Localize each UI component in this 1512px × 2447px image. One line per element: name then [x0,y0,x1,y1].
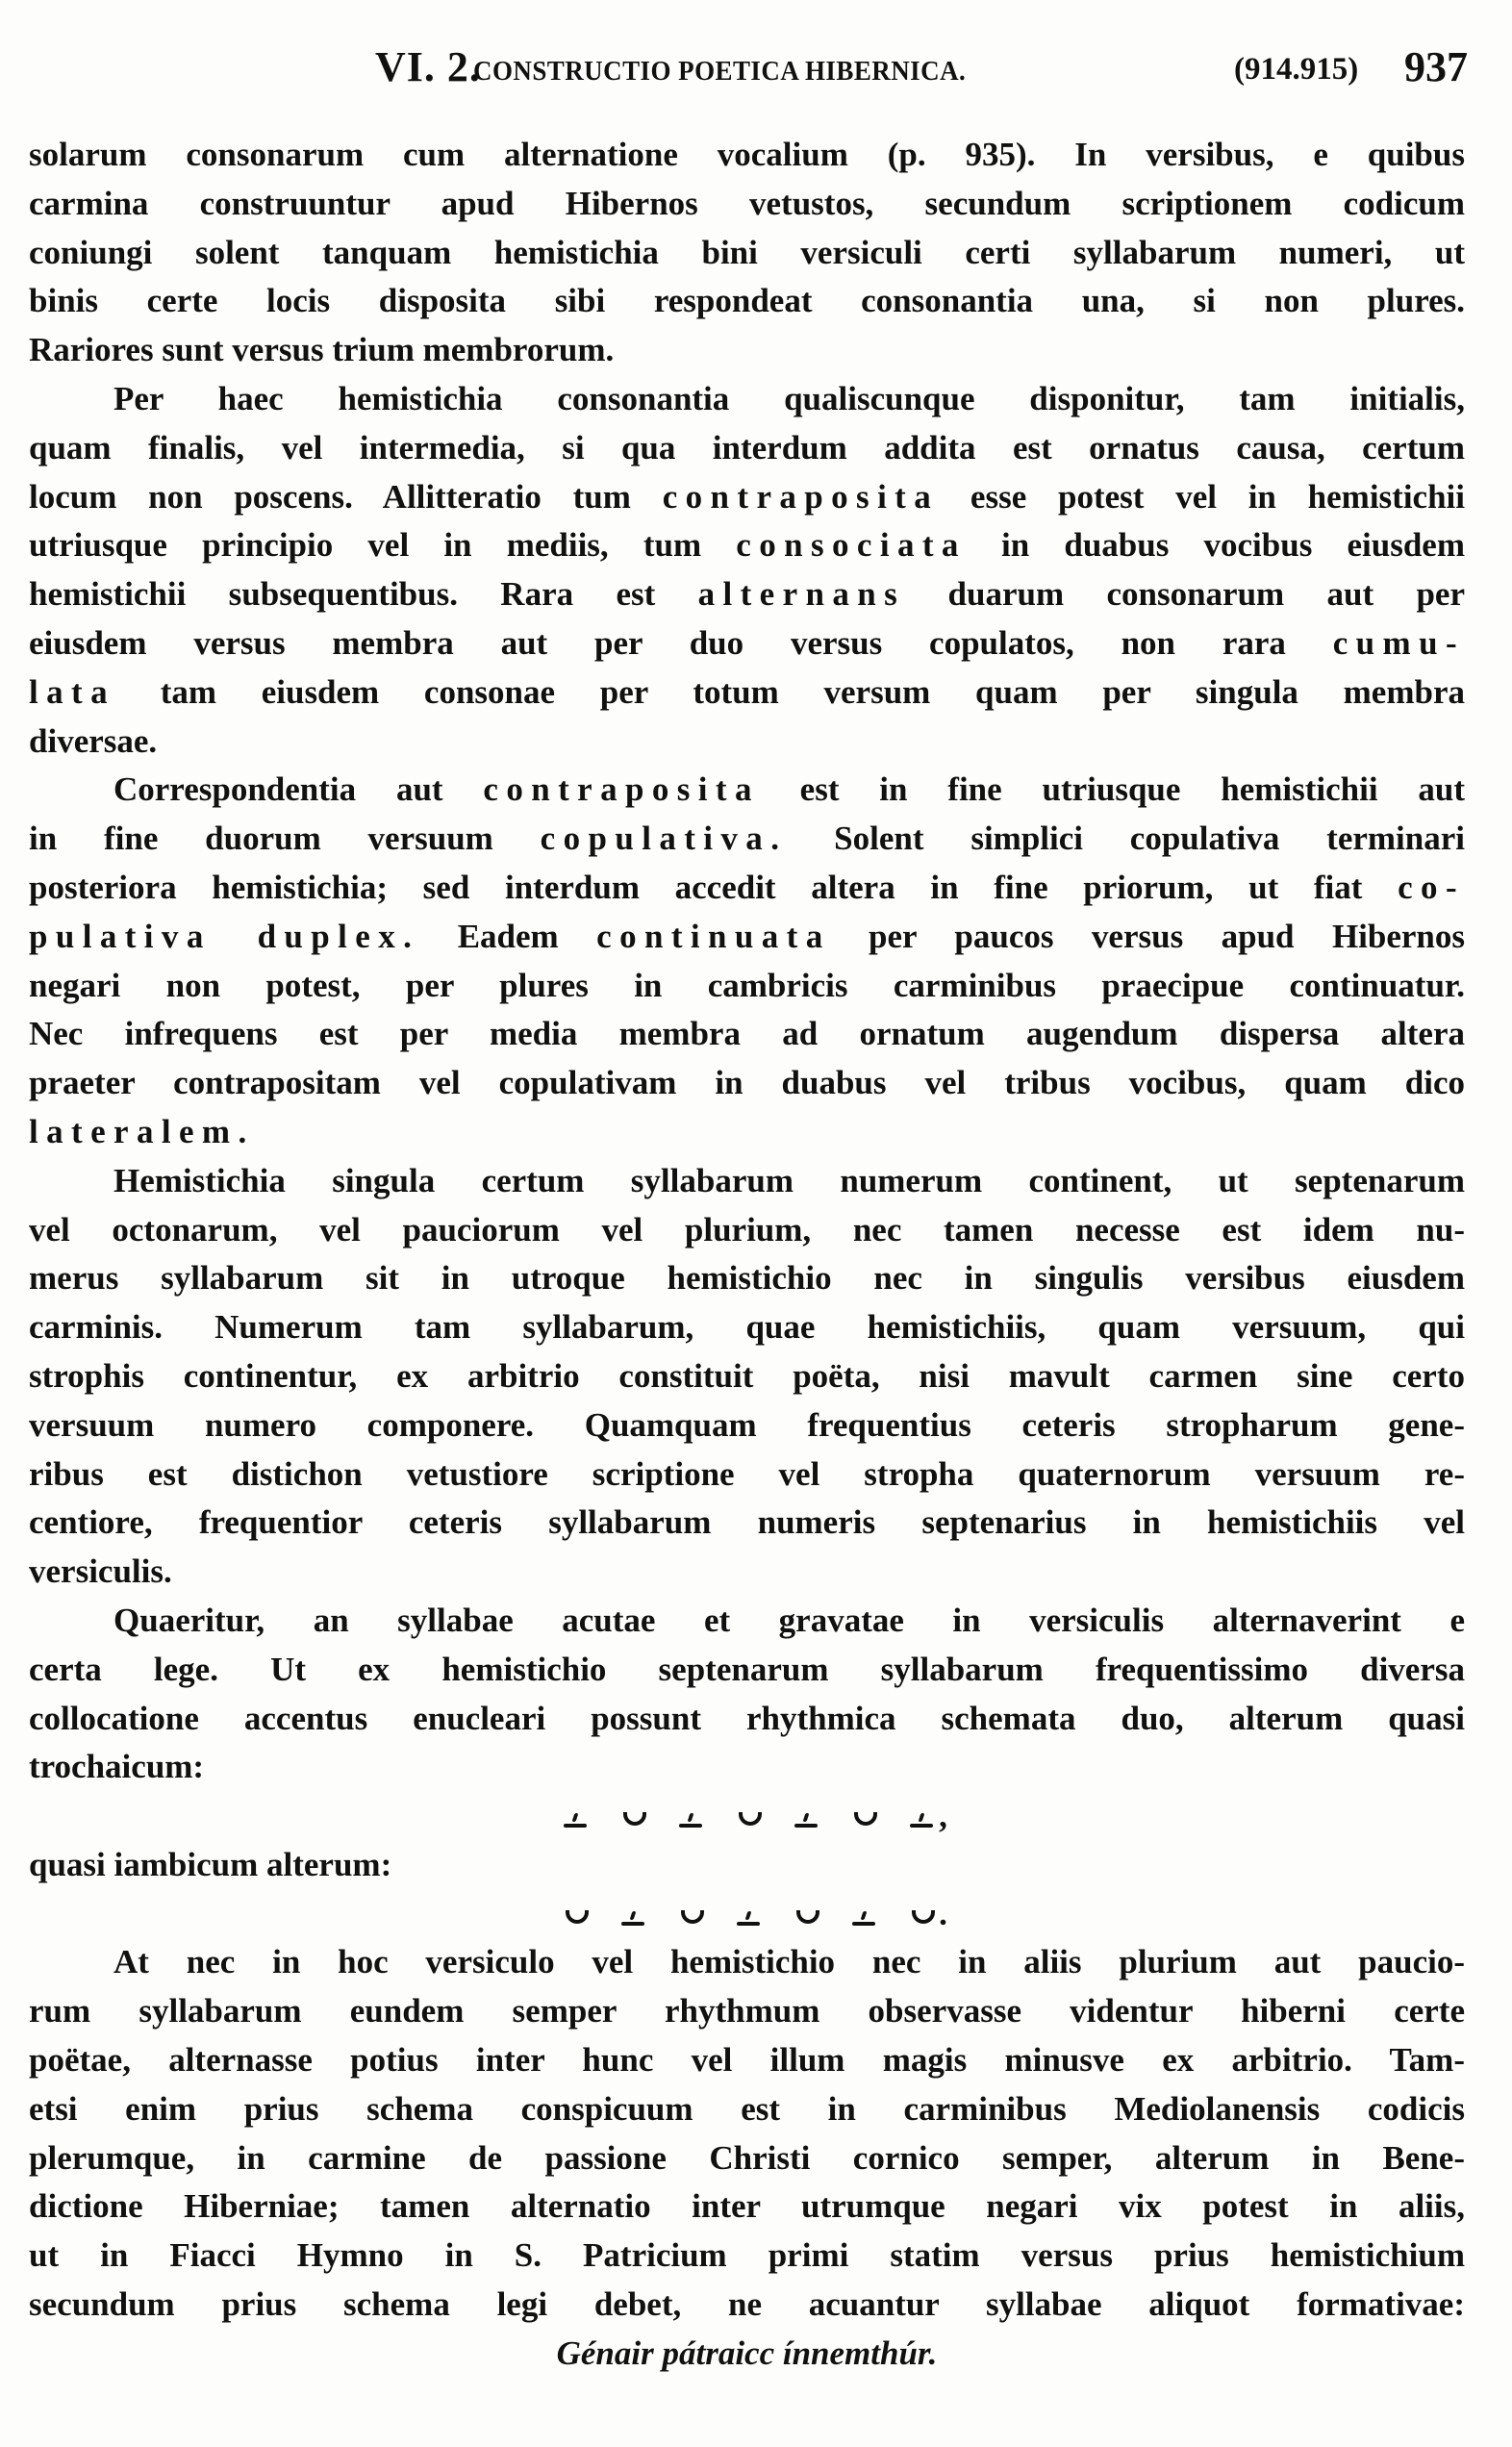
text-run: tam eiusdem consonae per totum versum quam per singula membra [114,672,1465,711]
text-line [29,277,1465,326]
spaced-term: contraposita [662,477,940,516]
text-line [29,1352,1465,1401]
verse-quotation [29,2330,1465,2379]
spaced-term: cumu- [1332,623,1465,662]
text-line [29,131,1465,180]
breve-mark-icon [679,1903,702,1931]
meter-punctuation: , [939,1797,947,1835]
text-line [29,718,1465,767]
spaced-term: lateralem. [29,1112,255,1150]
text-run: Eadem [419,917,597,955]
text-run: posteriora hemistichia; sed interdum accedit altera in fine priorum, ut fiat [29,868,1399,906]
text-line [29,2182,1465,2232]
spaced-term: copulativa. [540,820,788,858]
text-line [29,424,1465,473]
breve-mark-icon [910,1903,933,1931]
section-number: VI. 2. [375,43,481,90]
text-run: poëtae, alternasse potius inter hunc vel illum magis minusve ex arbitrio. Tam- [29,2041,1465,2080]
long-acute-mark-icon [910,1804,933,1833]
text-line [29,913,1465,962]
long-acute-mark-icon [564,1804,587,1833]
text-line [29,815,1465,864]
text-line [29,1597,1465,1646]
paragraph-reference: (914.915) [1234,52,1359,87]
text-line [29,1987,1465,2036]
spaced-term: continuata [596,917,831,955]
text-line [29,2232,1465,2281]
text-line [29,1010,1465,1059]
spaced-term: co- [1398,868,1465,906]
spaced-term: consociata [736,526,967,565]
text-run: versuum numero componere. Quamquam frequentius ceteris stropharum gene- [29,1405,1465,1444]
text-run: esse potest vel in hemistichii [939,477,1465,516]
text-run: ut in Fiacci Hymno in S. Patricium primi statim versus prius hemistichium [29,2236,1465,2275]
text-run: per paucos versus apud Hibernos [830,917,1466,955]
text-run: coniungi solent tanquam hemistichia bini versiculi certi syllabarum numeri, ut [29,233,1465,271]
text-run: dictione Hiberniae; tamen alternatio inter utrumque negari vix potest in aliis, [29,2187,1465,2226]
text-line [29,1401,1465,1451]
text-run: Rariores sunt versus trium membrorum. [29,331,615,369]
text-run: trochaicum: [29,1748,205,1786]
text-run: est in fine utriusque hemistichii aut [759,770,1465,809]
text-run: versiculis. [29,1552,172,1591]
text-run: solarum consonarum cum alternatione vocalium (p. 935). In versibus, e quibus [29,136,1465,173]
text-run: ribus est distichon vetustiore scriptione vel stropha quaternorum versuum re- [29,1454,1465,1493]
breve-mark-icon [737,1804,760,1833]
text-run: in fine duorum versuum [29,820,541,858]
text-run: in duabus vocibus eiusdem [966,526,1465,565]
text-run: merus syllabarum sit in utroque hemistichio nec in singulis versibus eiusdem [29,1259,1465,1298]
spaced-term: contraposita [483,770,760,809]
text-line [29,180,1465,229]
text-line [29,1206,1465,1255]
page-number: 937 [1404,43,1468,90]
text-line [29,1548,1465,1597]
text-line [29,521,1465,570]
text-line [29,2036,1465,2085]
long-acute-mark-icon [621,1903,644,1931]
long-acute-mark-icon [852,1903,875,1931]
text-line [29,1108,1465,1157]
text-run: secundum prius schema legi debet, ne acuantur syllabae aliquot formativae: [29,2285,1465,2324]
text-run: Quaeritur, an syllabae acutae et gravatae in versiculis alternaverint e [113,1601,1465,1639]
text-run: locum non poscens. Allitteratio tum [29,477,663,516]
text-run: praeter contrapositam vel copulativam in duabus vel tribus vocibus, quam dico [29,1064,1465,1102]
text-line [29,1157,1465,1206]
text-line [29,1059,1465,1108]
text-line [29,2134,1465,2183]
text-line [29,962,1465,1011]
text-run: rum syllabarum eundem semper rhythmum observasse videntur hiberni certe [29,1992,1465,2031]
spaced-term: lata [29,672,115,711]
text-run: collocatione accentus enucleari possunt rhythmica schemata duo, alterum quasi [29,1699,1465,1737]
text-line [29,1938,1465,1987]
text-line [29,669,1465,718]
long-acute-mark-icon [679,1804,702,1833]
breve-mark-icon [621,1804,644,1833]
text-run: etsi enim prius schema conspicuum est in carminibus Mediolanensis codicis [29,2089,1465,2128]
text-run: strophis continentur, ex arbitrio constituit poëta, nisi mavult carmen sine certo [29,1356,1465,1395]
text-run: Correspondentia aut [113,770,484,809]
text-line [29,766,1465,815]
text-line [29,1646,1465,1695]
text-run: At nec in hoc versiculo vel hemistichio nec in aliis plurium aut paucio- [113,1943,1465,1981]
text-run: Génair pátraicc ínnemthúr. [556,2333,938,2372]
text-line [29,1451,1465,1500]
text-run: plerumque, in carmine de passione Christi cornico semper, alterum in Bene- [29,2138,1465,2177]
text-line [29,2281,1465,2330]
meter-punctuation: . [939,1894,947,1932]
text-line [29,1695,1465,1744]
text-line [29,619,1465,669]
breve-mark-icon [564,1903,587,1931]
spaced-term: pulativa duplex. [29,917,420,955]
text-run: utriusque principio vel in mediis, tum [29,526,737,565]
text-run: Nec infrequens est per media membra ad ornatum augendum dispersa altera [29,1015,1465,1053]
text-run: carminis. Numerum tam syllabarum, quae hemistichiis, quam versuum, qui [29,1308,1465,1347]
text-run: eiusdem versus membra aut per duo versus copulatos, non rara [29,623,1333,662]
text-run: vel octonarum, vel pauciorum vel plurium, nec tamen necesse est idem nu- [29,1210,1465,1249]
text-line [29,2085,1465,2134]
body-text [29,131,1465,2379]
text-line [29,1303,1465,1352]
text-line [29,375,1465,424]
long-acute-mark-icon [794,1804,818,1833]
text-run: carmina construuntur apud Hibernos vetustos, secundum scriptionem codicum [29,184,1465,222]
text-line [29,1499,1465,1548]
text-line [29,326,1465,375]
text-line [29,1743,1465,1792]
metrical-scheme [29,1890,1465,1939]
text-run: binis certe locis disposita sibi respondeat consonantia una, si non plures. [29,282,1465,320]
breve-mark-icon [852,1804,875,1833]
running-title: CONSTRUCTIO POETICA HIBERNICA. [473,56,967,87]
metrical-scheme [29,1792,1465,1841]
text-run: centiore, frequentior ceteris syllabarum numeris septenarius in hemistichiis vel [29,1503,1465,1542]
text-line [29,1841,1465,1890]
text-run: certa lege. Ut ex hemistichio septenarum syllabarum frequentissimo diversa [29,1650,1465,1688]
text-run: duarum consonarum aut per [905,575,1465,614]
text-run: negari non potest, per plures in cambricis carminibus praecipue continuatur. [29,966,1465,1004]
text-run: diversae. [29,721,158,760]
running-head [0,42,1512,92]
text-run: Hemistichia singula certum syllabarum numerum continent, ut septenarum [113,1161,1465,1199]
text-line [29,473,1465,522]
text-run: Solent simplici copulativa terminari [787,820,1465,858]
text-run: Per haec hemistichia consonantia qualiscunque disponitur, tam initialis, [113,379,1465,417]
spaced-term: alternans [697,575,906,614]
text-line [29,570,1465,619]
long-acute-mark-icon [737,1903,760,1931]
text-line [29,1254,1465,1303]
breve-mark-icon [794,1903,818,1931]
text-line [29,864,1465,913]
text-line [29,229,1465,278]
text-run: hemistichii subsequentibus. Rara est [29,575,698,614]
text-run: quam finalis, vel intermedia, si qua interdum addita est ornatus causa, certum [29,428,1465,467]
text-run: quasi iambicum alterum: [29,1845,392,1883]
